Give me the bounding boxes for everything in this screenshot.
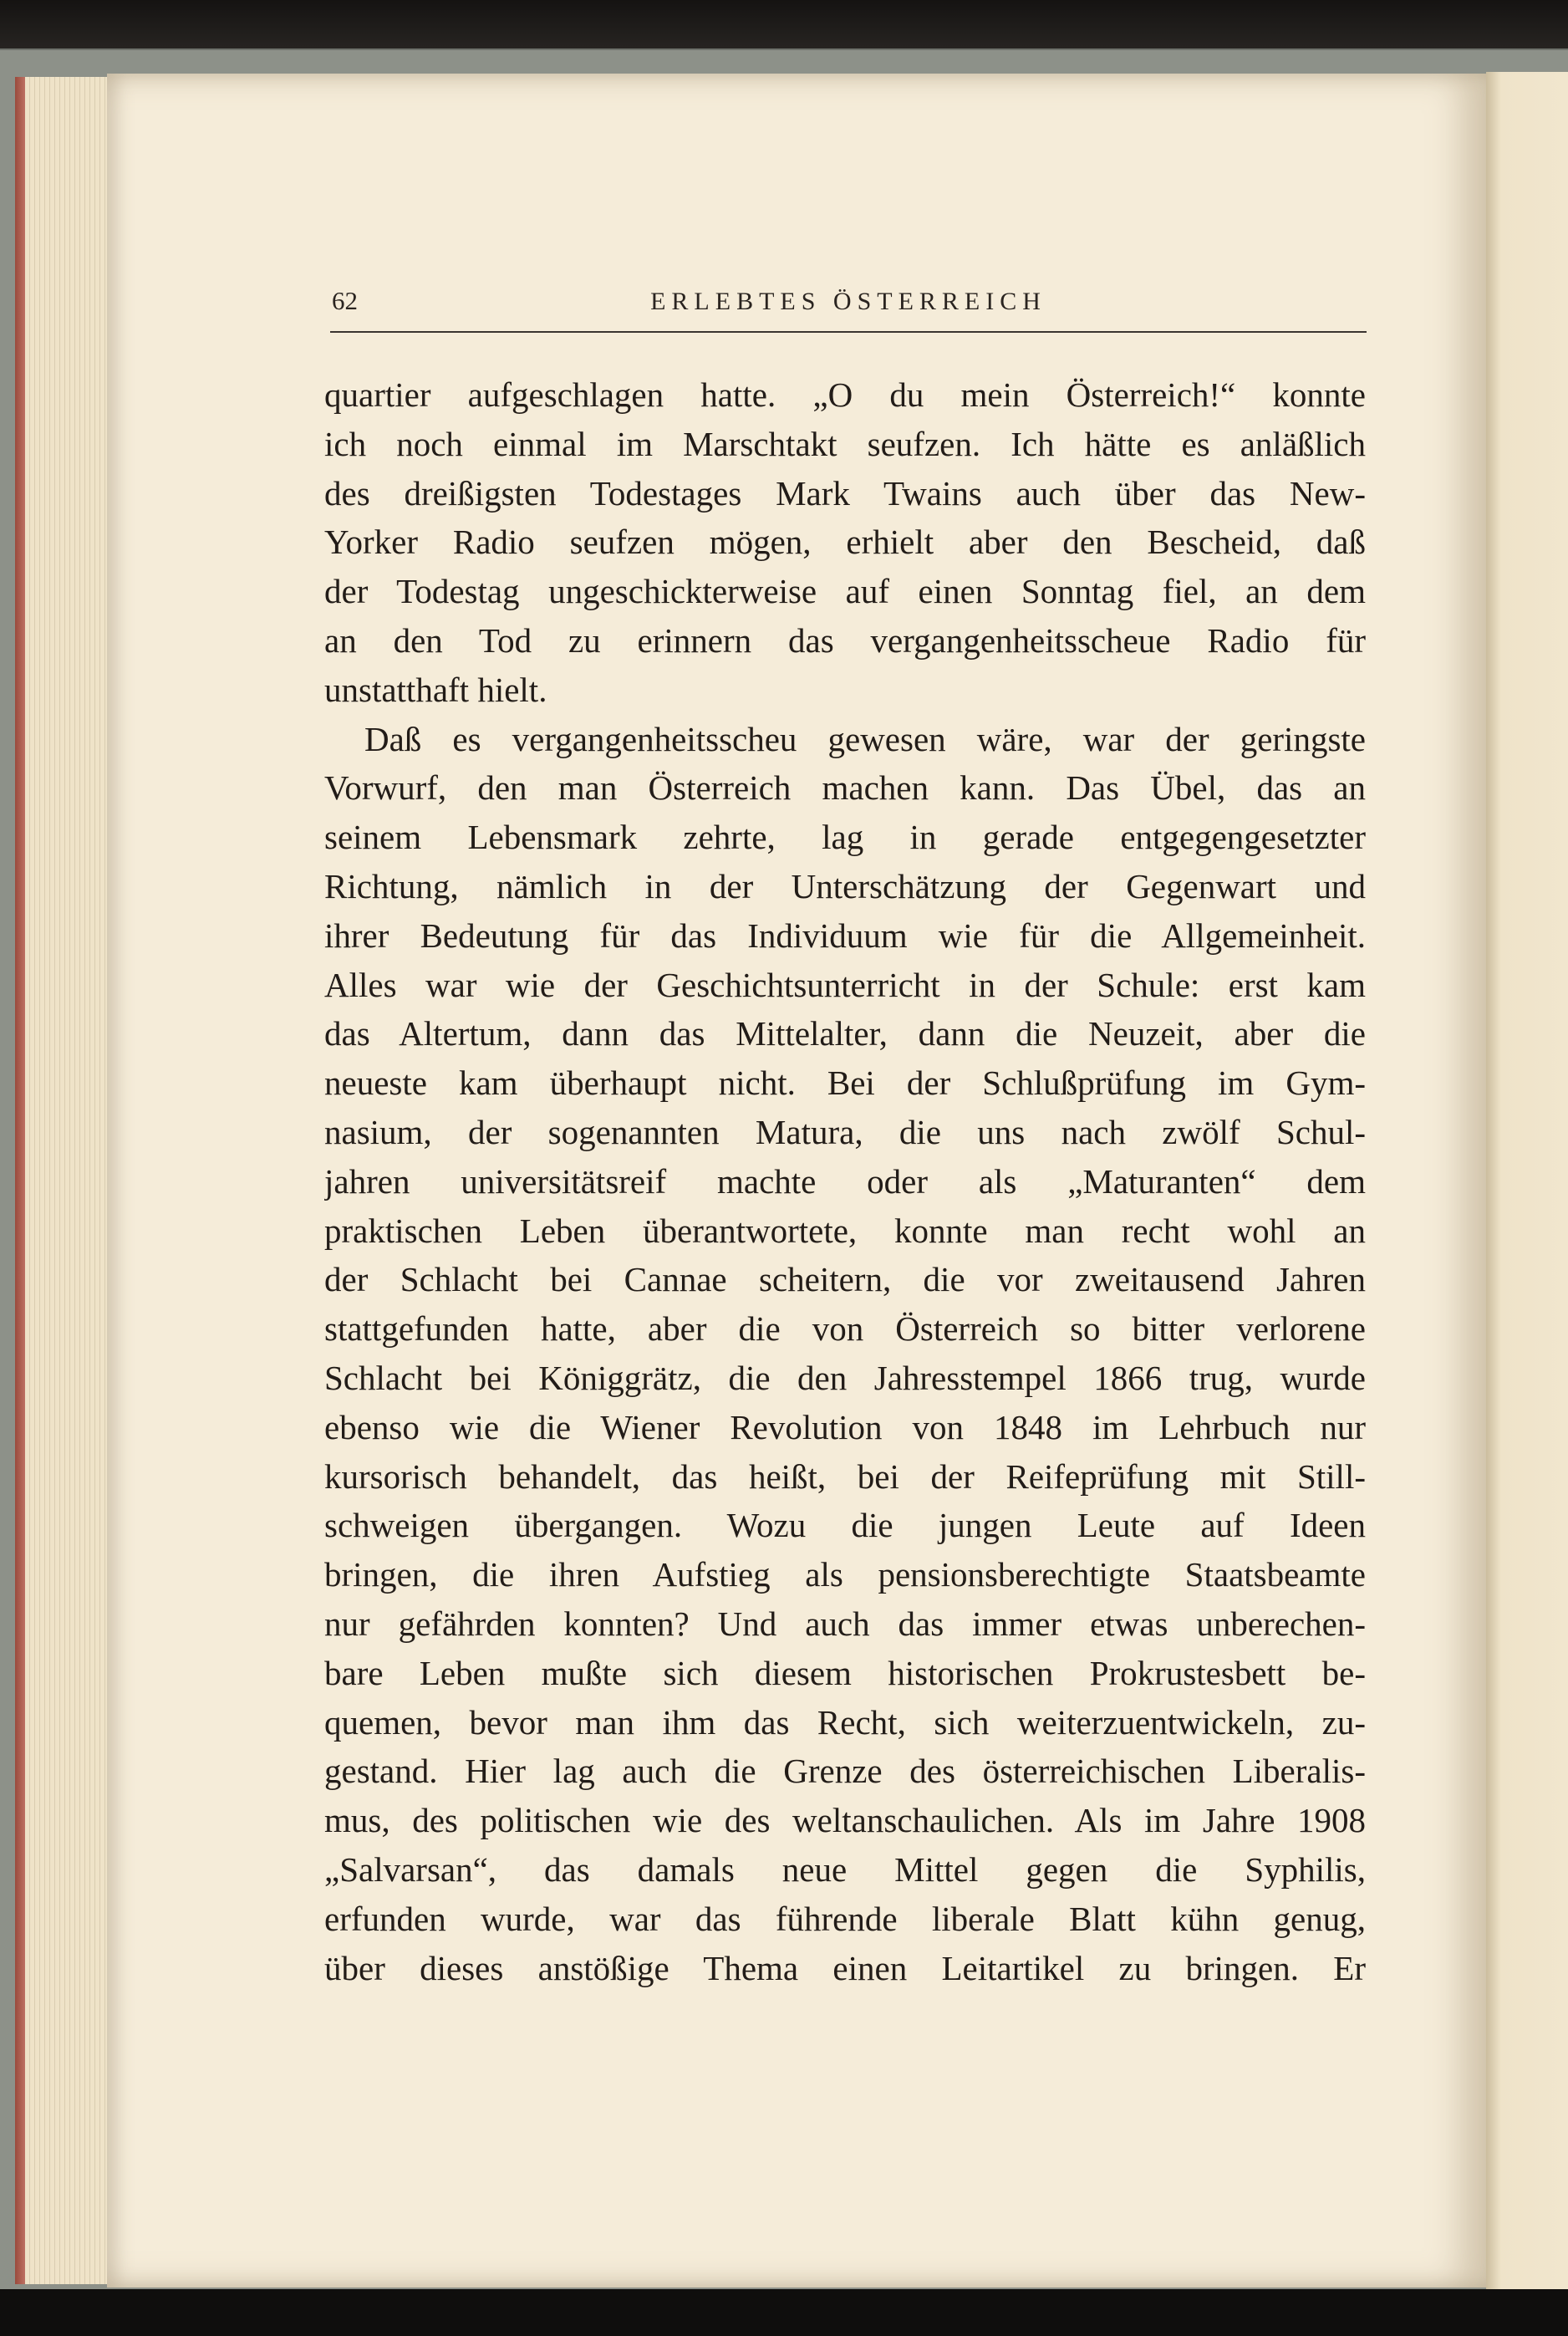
text-line: das Altertum, dann das Mittelalter, dann die Neuzeit, aber die <box>324 1014 1366 1053</box>
text-line: schweigen übergangen. Wozu die jungen Leute auf Ideen <box>324 1506 1366 1545</box>
text-line: praktischen Leben überantwortete, konnte man recht wohl an <box>324 1211 1366 1250</box>
text-line: gestand. Hier lag auch die Grenze des österreichischen Liberalis- <box>324 1752 1366 1791</box>
text-line: Schlacht bei Königgrätz, die den Jahresstempel 1866 trug, wurde <box>324 1358 1366 1397</box>
text-line: quartier aufgeschlagen hatte. „O du mein Österreich!“ konnte <box>324 375 1366 414</box>
text-line: Daß es vergangenheitsscheu gewesen wäre, war der geringste <box>364 719 1366 758</box>
text-line: bringen, die ihren Aufstieg als pensionsberechtigte Staatsbeamte <box>324 1555 1366 1594</box>
text-line: jahren universitätsreif machte oder als „Maturanten“ dem <box>324 1161 1366 1201</box>
text-line: des dreißigsten Todestages Mark Twains auch über das New- <box>324 473 1366 513</box>
text-line: Richtung, nämlich in der Unterschätzung der Gegenwart und <box>324 866 1366 905</box>
page-header <box>330 284 1367 333</box>
text-line: an den Tod zu erinnern das vergangenheitsscheue Radio für <box>324 620 1366 660</box>
text-line: erfunden wurde, war das führende liberale Blatt kühn genug, <box>324 1899 1366 1938</box>
paragraph <box>324 715 1366 1993</box>
text-line: bare Leben mußte sich diesem historischen Prokrustesbett be- <box>324 1653 1366 1692</box>
paragraph <box>324 370 1366 715</box>
page-number: 62 <box>332 286 358 315</box>
text-line: Alles war wie der Geschichtsunterricht in der Schule: erst kam <box>324 965 1366 1004</box>
text-line: ebenso wie die Wiener Revolution von 1848 im Lehrbuch nur <box>324 1407 1366 1446</box>
text-line: über dieses anstößige Thema einen Leitartikel zu bringen. Er <box>324 1948 1366 1987</box>
scan-background-bottom <box>0 2289 1568 2336</box>
running-head: ERLEBTES ÖSTERREICH <box>650 288 1046 315</box>
body-text <box>324 370 1366 1992</box>
page-stack-edges <box>25 77 112 2284</box>
text-line: neueste kam überhaupt nicht. Bei der Schlußprüfung im Gym- <box>324 1063 1366 1103</box>
text-line: „Salvarsan“, das damals neue Mittel gegen die Syphilis, <box>324 1849 1366 1889</box>
text-line: seinem Lebensmark zehrte, lag in gerade entgegengesetzter <box>324 818 1366 857</box>
text-line: ihrer Bedeutung für das Individuum wie für die Allgemeinheit. <box>324 916 1366 955</box>
facing-page-edge <box>1486 72 1568 2289</box>
text-line: Vorwurf, den man Österreich machen kann. Das Übel, das an <box>324 768 1366 808</box>
text-line: unstatthaft hielt. <box>324 670 547 709</box>
text-line: stattgefunden hatte, aber die von Österreich so bitter verlorene <box>324 1309 1366 1349</box>
text-line: der Schlacht bei Cannae scheitern, die vor zweitausend Jahren <box>324 1260 1366 1299</box>
text-line: ich noch einmal im Marschtakt seufzen. Ich hätte es anläßlich <box>324 424 1366 463</box>
text-line: Yorker Radio seufzen mögen, erhielt aber den Bescheid, daß <box>324 523 1366 562</box>
text-line: nur gefährden konnten? Und auch das immer etwas unberechen- <box>324 1604 1366 1643</box>
text-line: nasium, der sogenannten Matura, die uns nach zwölf Schul- <box>324 1112 1366 1151</box>
text-line: quemen, bevor man ihm das Recht, sich weiterzuentwickeln, zu- <box>324 1702 1366 1742</box>
text-line: der Todestag ungeschickterweise auf einen Sonntag fiel, an dem <box>324 572 1366 611</box>
text-line: kursorisch behandelt, das heißt, bei der Reifeprüfung mit Still- <box>324 1456 1366 1496</box>
text-line: mus, des politischen wie des weltanschaulichen. Als im Jahre 1908 <box>324 1801 1366 1840</box>
